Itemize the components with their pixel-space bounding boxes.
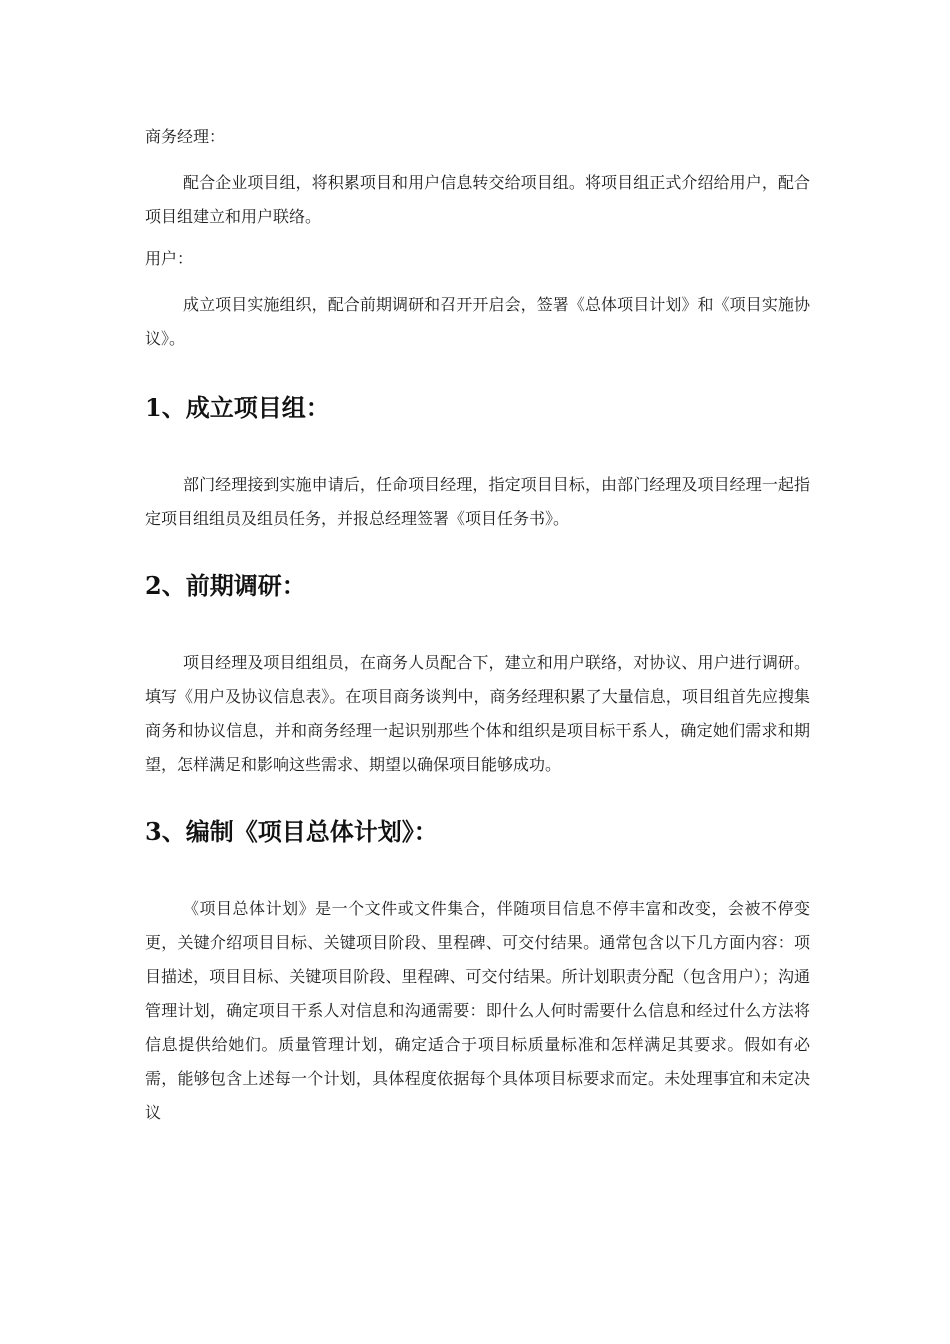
step3-heading: 3、编制《项目总体计划》： (145, 817, 438, 846)
step3-paragraph: 《项目总体计划》是一个文件或文件集合，伴随项目信息不停丰富和改变，会被不停变更，关键介绍项目目标、关键项目阶段、里程碑、可交付结果。通常包含以下几方面内容：项目描述，项目目标、关键项目阶段、里程碑、可交付结果。所计划职责分配（包含用户）；沟通管理计划，确定项目干系人对信息和沟通需要：即什么人何时需要什么信息和经过什么方法将信息提供给她们。质量管理计划，确定适合于项目标质量标准和怎样满足其要求。假如有必需，能够包含上述每一个计划，具体程度依据每个具体项目标要求而定。未处理事宜和未定决议 (145, 899, 810, 1122)
step2-heading: 2、前期调研： (145, 571, 306, 600)
step1-paragraph: 部门经理接到实施申请后，任命项目经理，指定项目目标，由部门经理及项目经理一起指定项目组组员及组员任务，并报总经理签署《项目任务书》。 (145, 475, 810, 528)
user-label: 用户： (145, 249, 194, 268)
step1-heading: 1、成立项目组： (145, 393, 330, 422)
step2-paragraph: 项目经理及项目组组员，在商务人员配合下，建立和用户联络，对协议、用户进行调研。填写《用户及协议信息表》。在项目商务谈判中，商务经理积累了大量信息，项目组首先应搜集商务和协议信息，并和商务经理一起识别那些个体和组织是项目标干系人，确定她们需求和期望，怎样满足和影响这些需求、期望以确保项目能够成功。 (145, 653, 810, 774)
user-paragraph: 成立项目实施组织，配合前期调研和召开开启会，签署《总体项目计划》和《项目实施协议》。 (145, 295, 810, 348)
document-page (145, 120, 810, 1130)
business-manager-label: 商务经理： (145, 127, 226, 146)
business-manager-paragraph: 配合企业项目组，将积累项目和用户信息转交给项目组。将项目组正式介绍给用户，配合项目组建立和用户联络。 (145, 173, 810, 226)
